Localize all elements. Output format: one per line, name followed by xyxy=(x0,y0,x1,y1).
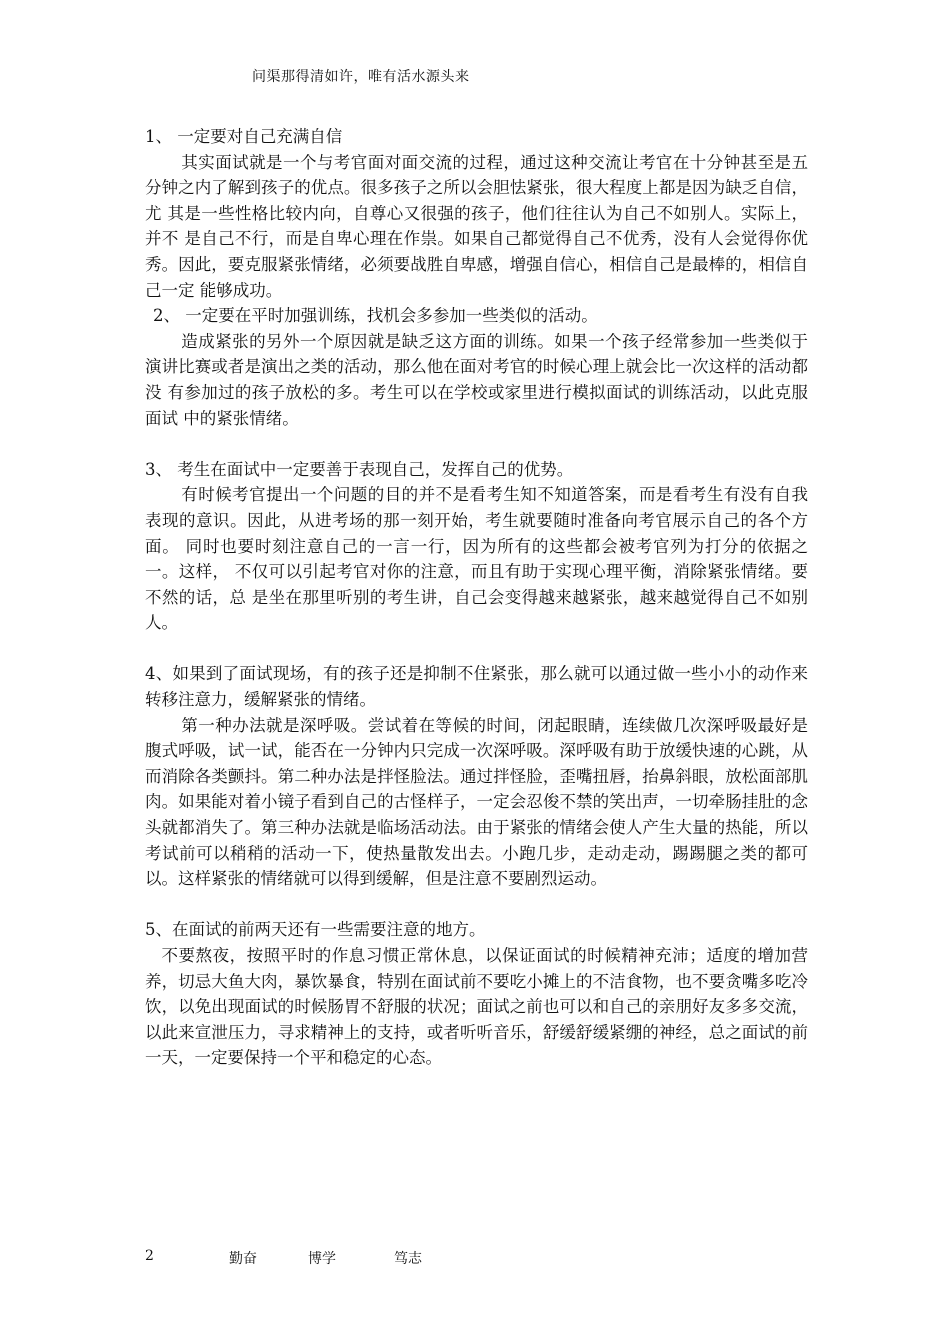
section-5-heading: 5、在面试的前两天还有一些需要注意的地方。 xyxy=(145,920,486,940)
section-1-paragraph: 其实面试就是一个与考官面对面交流的过程，通过这种交流让考官在十分钟甚至是五分钟之内了解到孩子的优点。很多孩子之所以会胆怯紧张，很大程度上都是因为缺乏自信，尤 其是一些性格比较内向，自尊心又很强的孩子，他们往往认为自己不如别人。实际上，并不 是自己不行，而是自卑心理在作祟。如果自己都觉得自己不优秀，没有人会觉得你优秀。因此，要克服紧张情绪，必须要战胜自卑感，增强自信心，相信自己是最棒的，相信自己一定 能够成功。 xyxy=(145,152,808,300)
section-5-paragraph: 不要熬夜，按照平时的作息习惯正常休息，以保证面试的时候精神充沛；适度的增加营养，切忌大鱼大肉，暴饮暴食，特别在面试前不要吃小摊上的不洁食物，也不要贪嘴多吃冷 饮，以免出现面试的时候肠胃不舒服的状况；面试之前也可以和自己的亲朋好友多多交流， 以此来宣泄压力，寻求精神上的支持，或者听听音乐，舒缓舒缓紧绷的神经，总之面试的前 一天，一定要保持一个平和稳定的心态。 xyxy=(145,946,808,1068)
footer-motto-2: 博学 xyxy=(308,1251,336,1267)
section-3-heading: 3、 考生在面试中一定要善于表现自己，发挥自己的优势。 xyxy=(145,459,574,479)
spacer xyxy=(145,636,808,662)
page-number: 2 xyxy=(145,1248,154,1264)
section-1-heading: 1、 一定要对自己充满自信 xyxy=(145,127,343,146)
footer-motto-1: 勤奋 xyxy=(229,1251,257,1267)
page-header: 问渠那得清如许，唯有活水源头来 xyxy=(252,69,470,85)
spacer xyxy=(145,892,808,918)
section-2-heading: 2、 一定要在平时加强训练，找机会多参加一些类似的活动。 xyxy=(153,306,598,326)
spacer xyxy=(145,431,808,457)
document-body xyxy=(145,124,808,1071)
section-4-paragraph: 第一种办法就是深呼吸。尝试着在等候的时间，闭起眼睛，连续做几次深呼吸最好是 腹式呼吸，试一试，能否在一分钟内只完成一次深呼吸。深呼吸有助于放缓快速的心跳，从 而消除各类颤抖。第二种办法是拌怪脸法。通过拌怪脸，歪嘴扭唇，抬鼻斜眼，放松面部肌 肉。如果能对着小镜子看到自己的古怪样子，一定会忍俊不禁的笑出声，一切牵肠挂肚的念 头就都消失了。第三种办法就是临场活动法。由于紧张的情绪会使人产生大量的热能，所以 考试前可以稍稍的活动一下，使热量散发出去。小跑几步，走动走动，踢踢腿之类的都可以。这样紧张的情绪就可以得到缓解，但是注意不要剧烈运动。 xyxy=(145,715,808,889)
section-4-heading: 4、如果到了面试现场，有的孩子还是抑制不住紧张，那么就可以通过做一些小小的动作来转移注意力，缓解紧张的情绪。 xyxy=(145,664,808,710)
footer-motto-3: 笃志 xyxy=(394,1251,422,1267)
section-3-paragraph: 有时候考官提出一个问题的目的并不是看考生知不知道答案，而是看考生有没有自我表现的意识。因此，从进考场的那一刻开始，考生就要随时准备向考官展示自己的各个方面。 同时也要时刻注意自己的一言一行，因为所有的这些都会被考官列为打分的依据之一。这样， 不仅可以引起考官对你的注意，而且有助于实现心理平衡，消除紧张情绪。要不然的话，总 是坐在那里听别的考生讲，自己会变得越来越紧张，越来越觉得自己不如别人。 xyxy=(145,485,808,633)
section-2-paragraph: 造成紧张的另外一个原因就是缺乏这方面的训练。如果一个孩子经常参加一些类似于演讲比赛或者是演出之类的活动，那么他在面对考官的时候心理上就会比一次这样的活动都没 有参加过的孩子放松的多。考生可以在学校或家里进行模拟面试的训练活动，以此克服面试 中的紧张情绪。 xyxy=(145,331,808,428)
